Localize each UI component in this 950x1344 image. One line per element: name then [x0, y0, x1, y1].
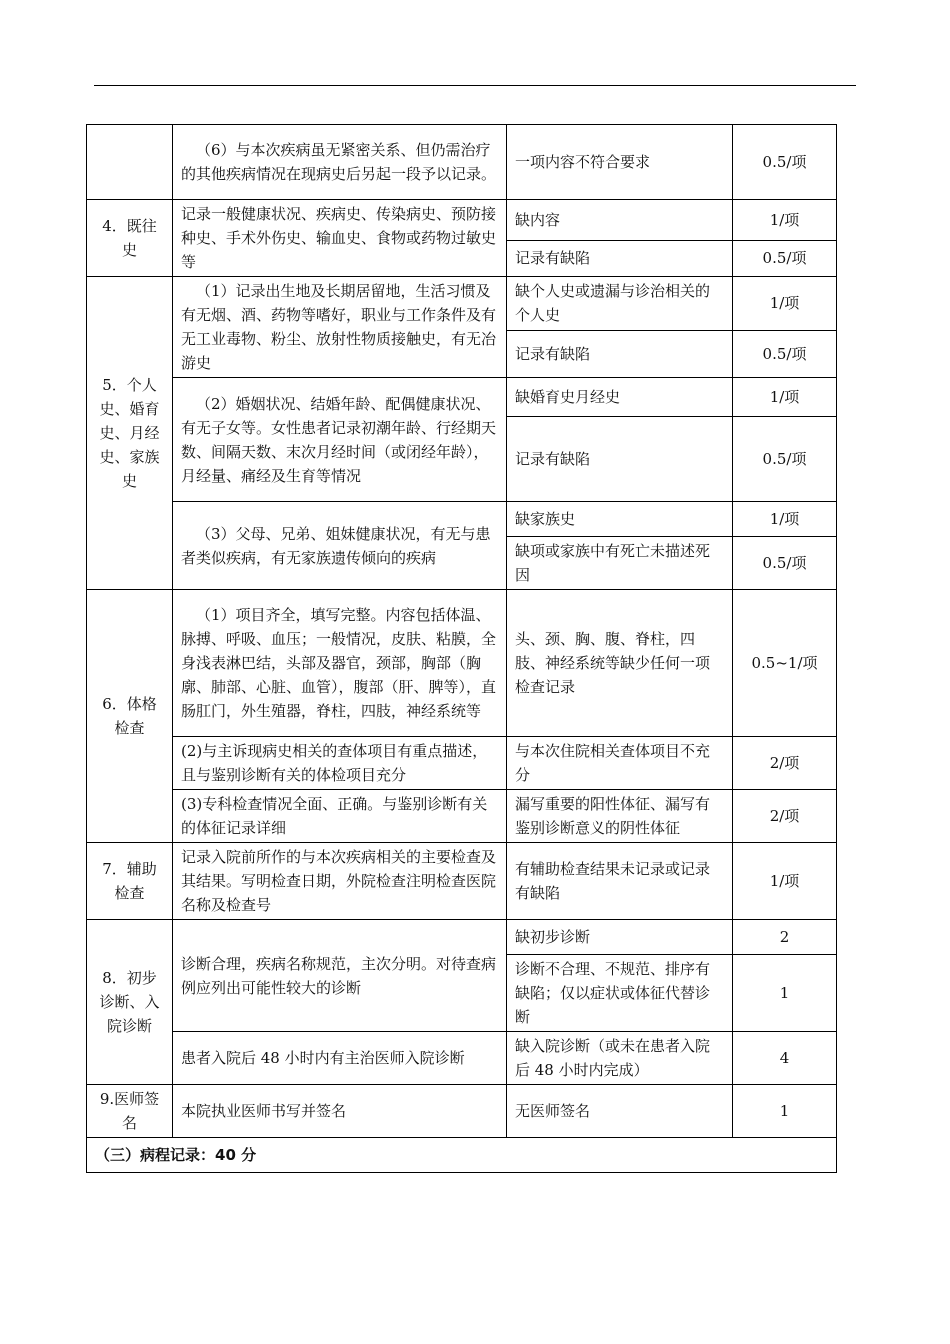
item-past-history: 4．既往史	[87, 200, 173, 277]
deficiency-cell: 缺入院诊断（或未在患者入院后 48 小时内完成）	[507, 1032, 733, 1085]
score-cell: 2	[733, 920, 837, 955]
requirement-cell: (3)专科检查情况全面、正确。与鉴别诊断有关的体征记录详细	[173, 790, 507, 843]
deficiency-cell: 有辅助检查结果未记录或记录有缺陷	[507, 843, 733, 920]
item-signature: 9.医师签名	[87, 1085, 173, 1138]
score-cell: 4	[733, 1032, 837, 1085]
table-row	[87, 200, 837, 241]
requirement-cell: （1）记录出生地及长期居留地，生活习惯及有无烟、酒、药物等嗜好，职业与工作条件及有无工业毒物、粉尘、放射性物质接触史，有无冶游史	[173, 277, 507, 378]
deficiency-cell: 一项内容不符合要求	[507, 125, 733, 200]
deficiency-cell: 漏写重要的阳性体征、漏写有鉴别诊断意义的阴性体征	[507, 790, 733, 843]
requirement-cell: 诊断合理，疾病名称规范，主次分明。对待查病例应列出可能性较大的诊断	[173, 920, 507, 1032]
item-physical-exam: 6．体格检查	[87, 590, 173, 843]
requirement-cell: 患者入院后 48 小时内有主治医师入院诊断	[173, 1032, 507, 1085]
table-row	[87, 843, 837, 920]
deficiency-cell: 记录有缺陷	[507, 417, 733, 502]
score-cell: 0.5/项	[733, 330, 837, 377]
deficiency-cell: 缺个人史或遗漏与诊治相关的个人史	[507, 277, 733, 331]
score-cell: 2/项	[733, 790, 837, 843]
table-row	[87, 737, 837, 790]
requirement-cell: （1）项目齐全，填写完整。内容包括体温、脉搏、呼吸、血压；一般情况，皮肤、粘膜，全身浅表淋巴结，头部及器官，颈部，胸部（胸廓、肺部、心脏、血管），腹部（肝、脾等），直肠肛门，外生殖器，脊柱，四肢，神经系统等	[173, 590, 507, 737]
score-cell: 0.5/项	[733, 125, 837, 200]
requirement-cell: （3）父母、兄弟、姐妹健康状况，有无与患者类似疾病，有无家族遗传倾向的疾病	[173, 502, 507, 590]
table-row	[87, 790, 837, 843]
deficiency-cell: 诊断不合理、不规范、排序有缺陷；仅以症状或体征代替诊断	[507, 955, 733, 1032]
deficiency-cell: 缺项或家族中有死亡未描述死因	[507, 537, 733, 590]
score-cell: 0.5/项	[733, 240, 837, 276]
score-cell: 1/项	[733, 200, 837, 241]
deficiency-cell: 缺内容	[507, 200, 733, 241]
table-row	[87, 1138, 837, 1173]
score-cell: 0.5/项	[733, 417, 837, 502]
requirement-cell: (2)与主诉现病史相关的查体项目有重点描述，且与鉴别诊断有关的体检项目充分	[173, 737, 507, 790]
item-auxiliary-exam: 7．辅助检查	[87, 843, 173, 920]
table-row	[87, 920, 837, 955]
requirement-cell: （2）婚姻状况、结婚年龄、配偶健康状况、有无子女等。女性患者记录初潮年龄、行经期天数、间隔天数、末次月经时间（或闭经年龄），月经量、痛经及生育等情况	[173, 378, 507, 502]
score-cell: 1/项	[733, 843, 837, 920]
score-cell: 1/项	[733, 378, 837, 417]
table-row	[87, 590, 837, 737]
scoring-table	[86, 124, 837, 1173]
item-cell-empty	[87, 125, 173, 200]
item-personal-history: 5．个人史、婚育史、月经史、家族史	[87, 277, 173, 590]
table-row	[87, 125, 837, 200]
requirement-cell: 本院执业医师书写并签名	[173, 1085, 507, 1138]
table-row	[87, 1032, 837, 1085]
table-row	[87, 277, 837, 331]
score-cell: 2/项	[733, 737, 837, 790]
score-cell: 0.5~1/项	[733, 590, 837, 737]
table-row	[87, 378, 837, 417]
table-row	[87, 502, 837, 537]
requirement-cell: 记录一般健康状况、疾病史、传染病史、预防接种史、手术外伤史、输血史、食物或药物过敏史等	[173, 200, 507, 277]
requirement-cell: （6）与本次疾病虽无紧密关系、但仍需治疗的其他疾病情况在现病史后另起一段予以记录。	[173, 125, 507, 200]
deficiency-cell: 无医师签名	[507, 1085, 733, 1138]
score-cell: 0.5/项	[733, 537, 837, 590]
score-cell: 1/项	[733, 502, 837, 537]
deficiency-cell: 缺初步诊断	[507, 920, 733, 955]
page-header-rule	[94, 85, 856, 86]
score-cell: 1/项	[733, 277, 837, 331]
deficiency-cell: 记录有缺陷	[507, 240, 733, 276]
deficiency-cell: 头、颈、胸、腹、脊柱，四肢、神经系统等缺少任何一项检查记录	[507, 590, 733, 737]
deficiency-cell: 与本次住院相关查体项目不充分	[507, 737, 733, 790]
deficiency-cell: 缺家族史	[507, 502, 733, 537]
requirement-cell: 记录入院前所作的与本次疾病相关的主要检查及其结果。写明检查日期，外院检查注明检查医院名称及检查号	[173, 843, 507, 920]
section-heading: （三）病程记录：40 分	[87, 1138, 837, 1173]
score-cell: 1	[733, 1085, 837, 1138]
item-diagnosis: 8．初步诊断、入院诊断	[87, 920, 173, 1085]
score-cell: 1	[733, 955, 837, 1032]
table-row	[87, 1085, 837, 1138]
deficiency-cell: 缺婚育史月经史	[507, 378, 733, 417]
deficiency-cell: 记录有缺陷	[507, 330, 733, 377]
